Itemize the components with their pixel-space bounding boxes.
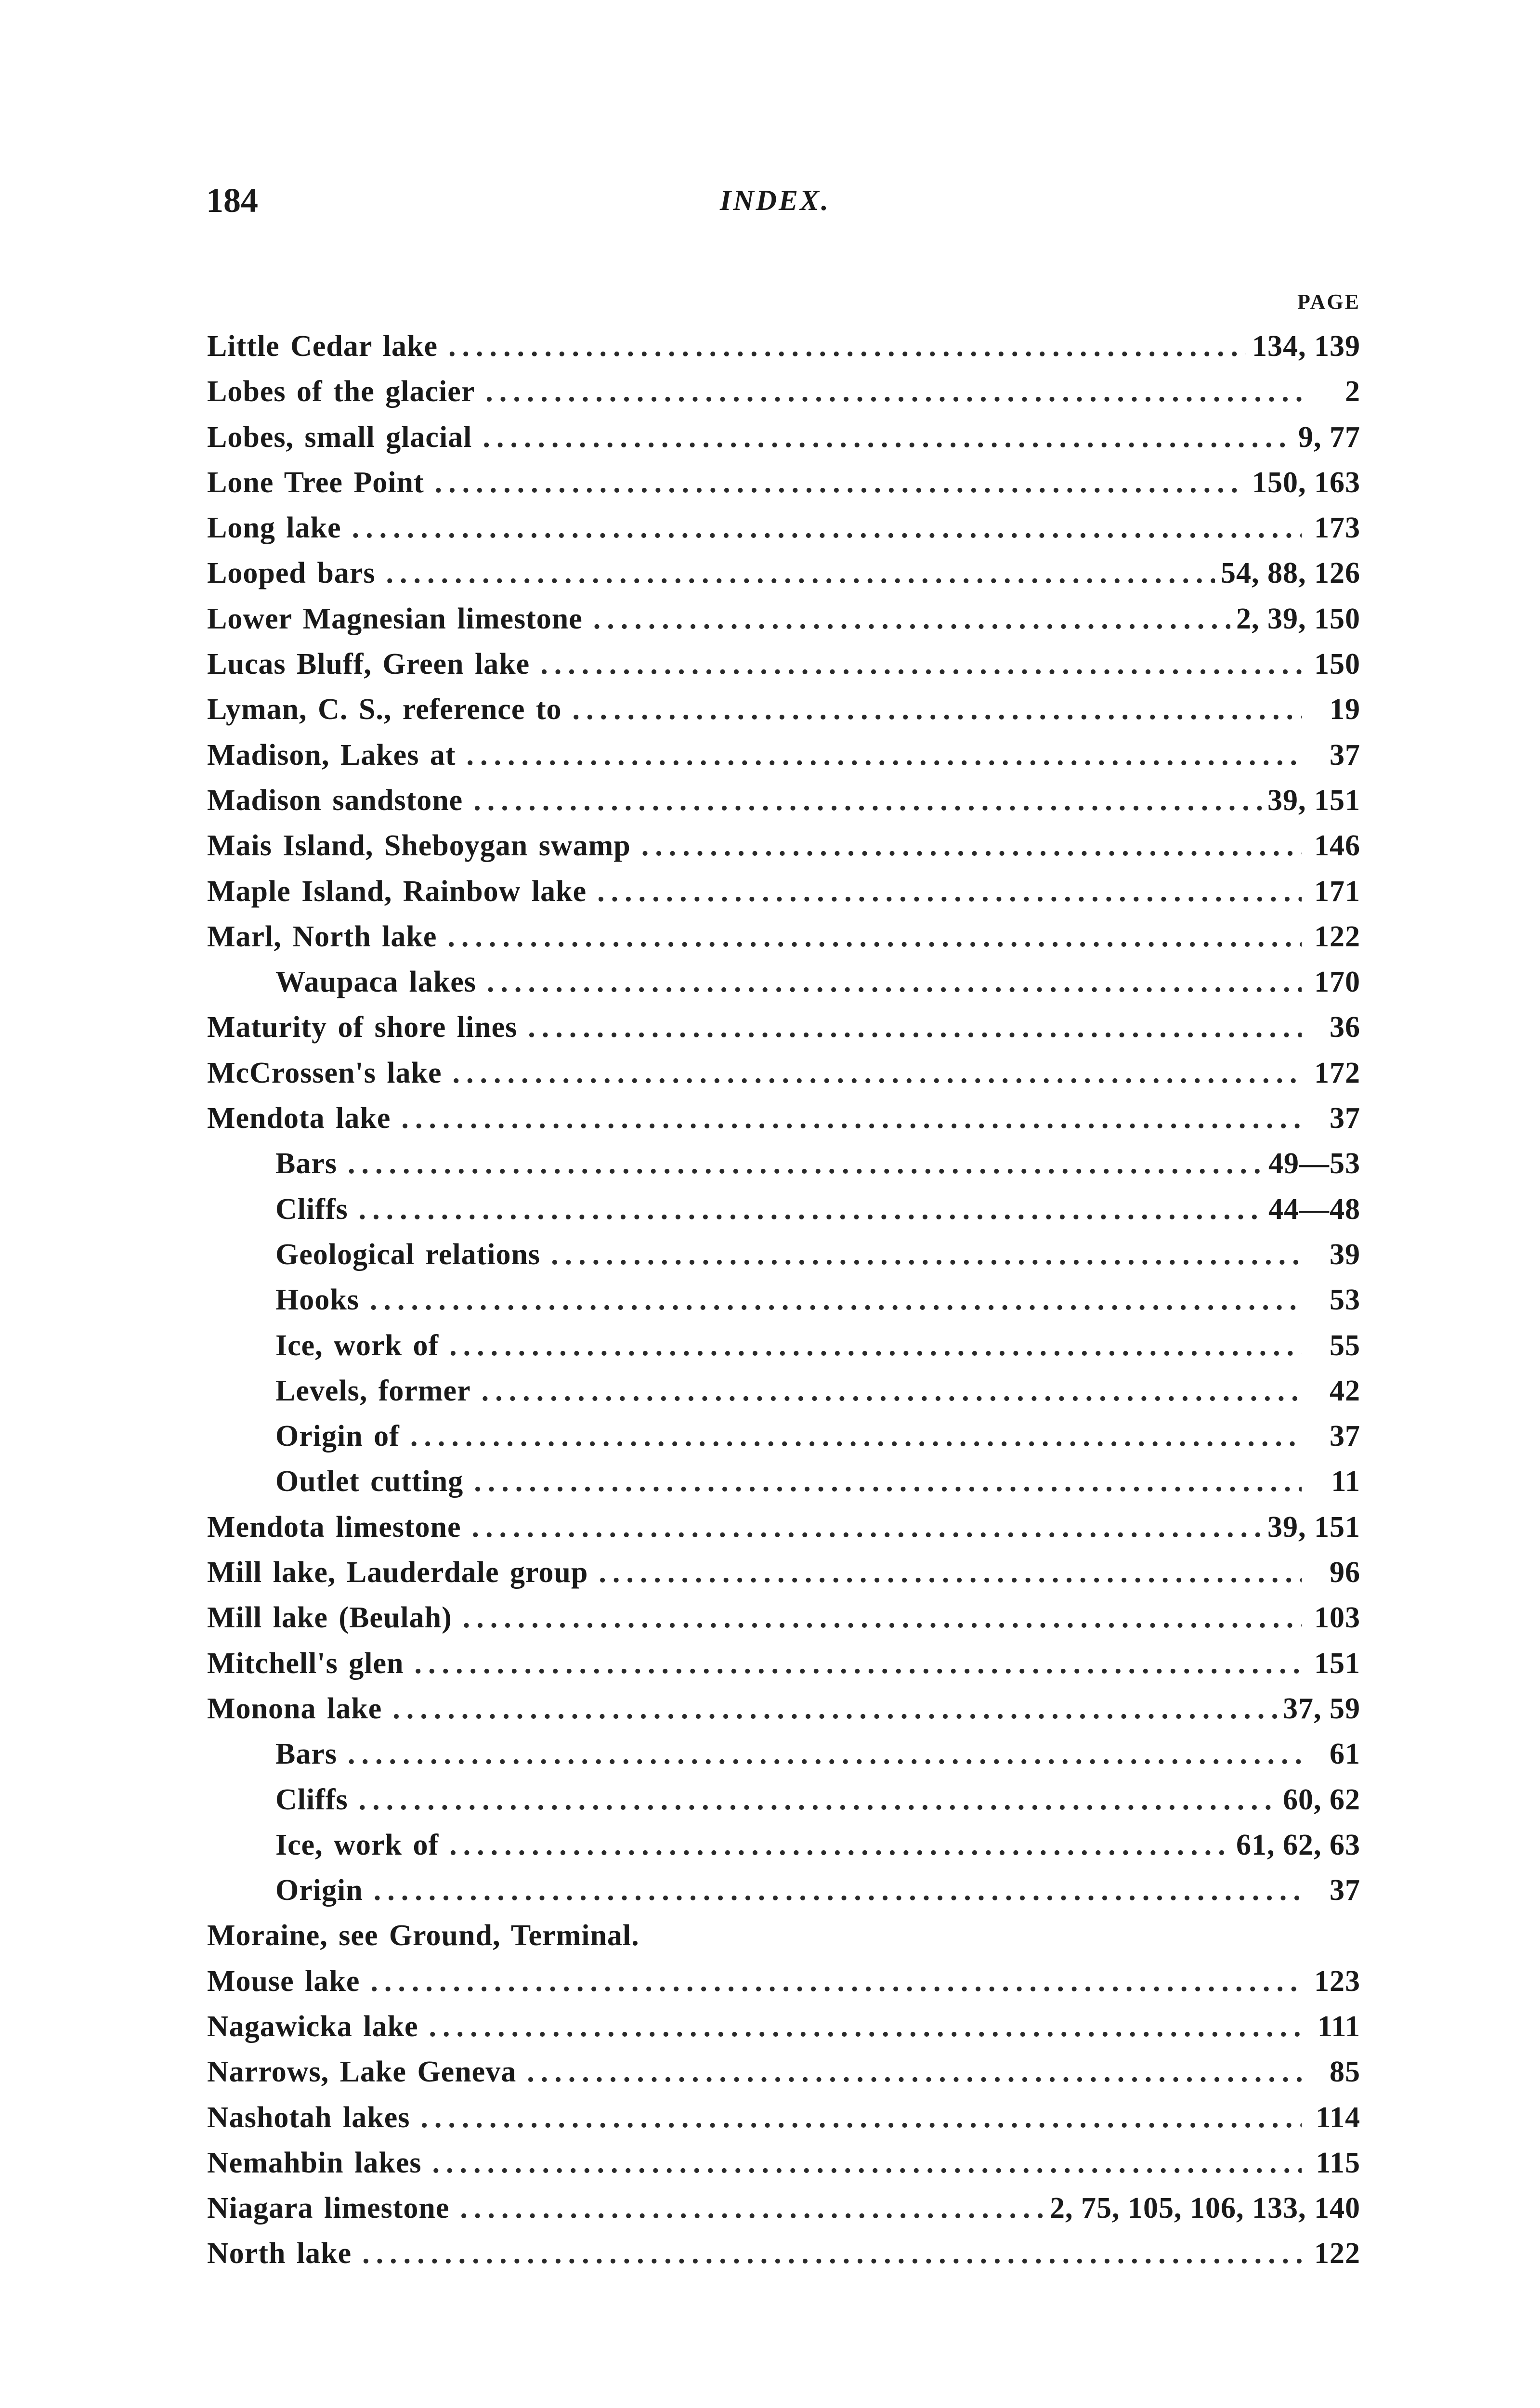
entry-pages: 122 — [1314, 2237, 1360, 2270]
entry-pages: 60, 62 — [1283, 1783, 1360, 1816]
index-subentry — [207, 1187, 1360, 1232]
entry-pages: 2 — [1345, 375, 1360, 408]
index-entry — [207, 1595, 1360, 1640]
entry-label: Narrows, Lake Geneva — [207, 2055, 517, 2089]
dot-leader — [540, 641, 1302, 687]
index-subentry — [207, 1141, 1360, 1186]
index-entry — [207, 641, 1360, 687]
entry-pages: 54, 88, 126 — [1221, 557, 1360, 590]
dot-leader — [641, 823, 1302, 868]
dot-leader — [485, 369, 1302, 414]
entry-label: Monona lake — [207, 1692, 382, 1725]
entry-label: Nashotah lakes — [207, 2101, 410, 2134]
page-column-header: PAGE — [1297, 290, 1360, 314]
index-entry — [207, 1005, 1360, 1050]
index-entry — [207, 2004, 1360, 2049]
entry-pages: 114 — [1316, 2101, 1360, 2134]
index-entries — [207, 324, 1360, 2277]
dot-leader — [370, 1277, 1302, 1322]
index-entry — [207, 1505, 1360, 1550]
index-entry — [207, 369, 1360, 414]
dot-leader — [449, 1323, 1302, 1368]
entry-label: Nagawicka lake — [207, 2010, 418, 2043]
entry-label: Waupaca lakes — [275, 966, 476, 999]
dot-leader — [374, 1868, 1302, 1913]
entry-label: Hooks — [275, 1283, 359, 1317]
entry-label: Mill lake (Beulah) — [207, 1601, 452, 1635]
index-subentry — [207, 1731, 1360, 1777]
entry-pages: 2, 39, 150 — [1236, 602, 1360, 635]
entry-pages: 42 — [1330, 1374, 1360, 1407]
index-entry — [207, 823, 1360, 868]
entry-pages: 134, 139 — [1252, 330, 1360, 363]
entry-label: Lucas Bluff, Green lake — [207, 648, 530, 681]
entry-pages: 39, 151 — [1267, 784, 1360, 817]
entry-pages: 103 — [1314, 1601, 1360, 1635]
entry-label: McCrossen's lake — [207, 1056, 442, 1089]
entry-label: Bars — [275, 1738, 337, 1771]
dot-leader — [386, 550, 1215, 596]
entry-label: Mitchell's glen — [207, 1647, 404, 1680]
entry-label: Marl, North lake — [207, 920, 437, 953]
entry-label: Bars — [275, 1147, 337, 1180]
index-subentry — [207, 1277, 1360, 1322]
dot-leader — [348, 1141, 1263, 1186]
index-entry — [207, 687, 1360, 732]
index-subentry — [207, 1459, 1360, 1504]
index-entry — [207, 778, 1360, 823]
dot-leader — [359, 1777, 1277, 1822]
entry-label: Maturity of shore lines — [207, 1011, 518, 1044]
page-number: 184 — [206, 181, 258, 220]
index-subentry — [207, 1323, 1360, 1368]
dot-leader — [597, 869, 1302, 914]
dot-leader — [551, 1232, 1302, 1277]
dot-leader — [420, 2095, 1302, 2140]
index-subentry — [207, 1413, 1360, 1459]
entry-label: Ice, work of — [275, 1329, 439, 1362]
entry-pages: 61, 62, 63 — [1236, 1828, 1360, 1861]
entry-label: Mais Island, Sheboygan swamp — [207, 829, 631, 863]
dot-leader — [370, 1959, 1302, 2004]
entry-label: Maple Island, Rainbow lake — [207, 875, 587, 908]
entry-pages: 146 — [1314, 829, 1360, 863]
index-entry — [207, 550, 1360, 596]
entry-pages: 150 — [1314, 648, 1360, 681]
index-entry — [207, 2095, 1360, 2140]
dot-leader — [348, 1731, 1302, 1777]
entry-pages: 85 — [1330, 2055, 1360, 2089]
dot-leader — [449, 1822, 1230, 1868]
entry-label: Nemahbin lakes — [207, 2146, 422, 2179]
entry-pages: 122 — [1314, 920, 1360, 953]
dot-leader — [572, 687, 1302, 732]
index-entry — [207, 1096, 1360, 1141]
entry-label: Niagara limestone — [207, 2192, 450, 2225]
entry-pages: 2, 75, 105, 106, 133, 140 — [1050, 2192, 1360, 2225]
index-entry — [207, 1686, 1360, 1731]
entry-label: Levels, former — [275, 1374, 471, 1407]
entry-pages: 173 — [1314, 511, 1360, 545]
dot-leader — [487, 959, 1302, 1005]
entry-label: Origin of — [275, 1420, 400, 1453]
entry-label: Long lake — [207, 511, 341, 545]
entry-pages: 39 — [1330, 1238, 1360, 1271]
entry-label: North lake — [207, 2237, 352, 2270]
entry-pages: 172 — [1314, 1056, 1360, 1089]
dot-leader — [401, 1096, 1302, 1141]
index-entry — [207, 1550, 1360, 1595]
dot-leader — [414, 1641, 1302, 1686]
entry-pages: 151 — [1314, 1647, 1360, 1680]
entry-label: Origin — [275, 1874, 363, 1907]
dot-leader — [392, 1686, 1277, 1731]
dot-leader — [460, 2186, 1044, 2231]
index-subentry — [207, 959, 1360, 1005]
entry-label: Mouse lake — [207, 1964, 360, 1998]
index-entry — [207, 596, 1360, 641]
index-subentry — [207, 1368, 1360, 1413]
dot-leader — [352, 505, 1302, 550]
dot-leader — [432, 2140, 1302, 2186]
dot-leader — [435, 460, 1246, 505]
dot-leader — [527, 2049, 1302, 2094]
dot-leader — [453, 1050, 1302, 1096]
entry-pages: 150, 163 — [1252, 466, 1360, 499]
entry-pages: 37 — [1330, 738, 1360, 772]
entry-label: Madison, Lakes at — [207, 738, 456, 772]
entry-label: Little Cedar lake — [207, 330, 438, 363]
index-entry — [207, 1959, 1360, 2004]
entry-label: Cliffs — [275, 1192, 348, 1226]
dot-leader — [482, 1368, 1302, 1413]
entry-label: Lobes, small glacial — [207, 420, 472, 454]
index-entry — [207, 2186, 1360, 2231]
dot-leader — [447, 914, 1302, 959]
index-subentry — [207, 1232, 1360, 1277]
index-entry — [207, 1050, 1360, 1096]
entry-label: Mendota lake — [207, 1102, 391, 1135]
entry-pages: 170 — [1314, 966, 1360, 999]
entry-pages: 11 — [1331, 1465, 1360, 1498]
index-entry — [207, 1913, 1360, 1958]
entry-pages: 37 — [1330, 1420, 1360, 1453]
dot-leader — [528, 1005, 1302, 1050]
dot-leader — [474, 1459, 1302, 1504]
index-entry — [207, 869, 1360, 914]
dot-leader — [593, 596, 1230, 641]
entry-pages: 37 — [1330, 1874, 1360, 1907]
index-entry — [207, 324, 1360, 369]
entry-label: Mendota limestone — [207, 1510, 461, 1544]
dot-leader — [359, 1187, 1263, 1232]
index-entry — [207, 1641, 1360, 1686]
index-entry — [207, 505, 1360, 550]
index-entry — [207, 2231, 1360, 2276]
entry-pages: 55 — [1330, 1329, 1360, 1362]
entry-label: Lower Magnesian limestone — [207, 602, 583, 635]
entry-label: Ice, work of — [275, 1828, 439, 1861]
entry-pages: 115 — [1316, 2146, 1360, 2179]
dot-leader — [472, 1505, 1262, 1550]
index-entry — [207, 733, 1360, 778]
index-subentry — [207, 1822, 1360, 1868]
entry-label: Madison sandstone — [207, 784, 463, 817]
entry-pages: 49—53 — [1268, 1147, 1360, 1180]
dot-leader — [362, 2231, 1302, 2276]
entry-pages: 111 — [1317, 2010, 1360, 2043]
dot-leader — [599, 1550, 1302, 1595]
index-entry — [207, 2049, 1360, 2094]
entry-label: Moraine, see Ground, Terminal. — [207, 1919, 639, 1952]
index-entry — [207, 460, 1360, 505]
dot-leader — [429, 2004, 1302, 2049]
entry-pages: 37, 59 — [1283, 1692, 1360, 1725]
entry-pages: 44—48 — [1268, 1192, 1360, 1226]
entry-pages: 19 — [1330, 693, 1360, 726]
entry-pages: 61 — [1330, 1738, 1360, 1771]
dot-leader — [448, 324, 1246, 369]
entry-label: Outlet cutting — [275, 1465, 464, 1498]
entry-pages: 123 — [1314, 1964, 1360, 1998]
entry-pages: 37 — [1330, 1102, 1360, 1135]
entry-pages: 36 — [1330, 1011, 1360, 1044]
dot-leader — [410, 1413, 1302, 1459]
entry-pages: 9, 77 — [1298, 420, 1360, 454]
entry-label: Geological relations — [275, 1238, 541, 1271]
entry-pages: 53 — [1330, 1283, 1360, 1317]
index-entry — [207, 415, 1360, 460]
dot-leader — [466, 733, 1302, 778]
entry-label: Looped bars — [207, 557, 376, 590]
running-head: INDEX. — [720, 184, 831, 216]
index-subentry — [207, 1868, 1360, 1913]
entry-pages: 39, 151 — [1267, 1510, 1360, 1544]
dot-leader — [483, 415, 1292, 460]
entry-label: Mill lake, Lauderdale group — [207, 1556, 588, 1589]
index-subentry — [207, 1777, 1360, 1822]
entry-label: Lone Tree Point — [207, 466, 424, 499]
dot-leader — [473, 778, 1262, 823]
index-entry — [207, 2140, 1360, 2186]
index-entry — [207, 914, 1360, 959]
entry-pages: 171 — [1314, 875, 1360, 908]
entry-label: Cliffs — [275, 1783, 348, 1816]
entry-pages: 96 — [1330, 1556, 1360, 1589]
entry-label: Lyman, C. S., reference to — [207, 693, 562, 726]
dot-leader — [463, 1595, 1302, 1640]
entry-label: Lobes of the glacier — [207, 375, 475, 408]
